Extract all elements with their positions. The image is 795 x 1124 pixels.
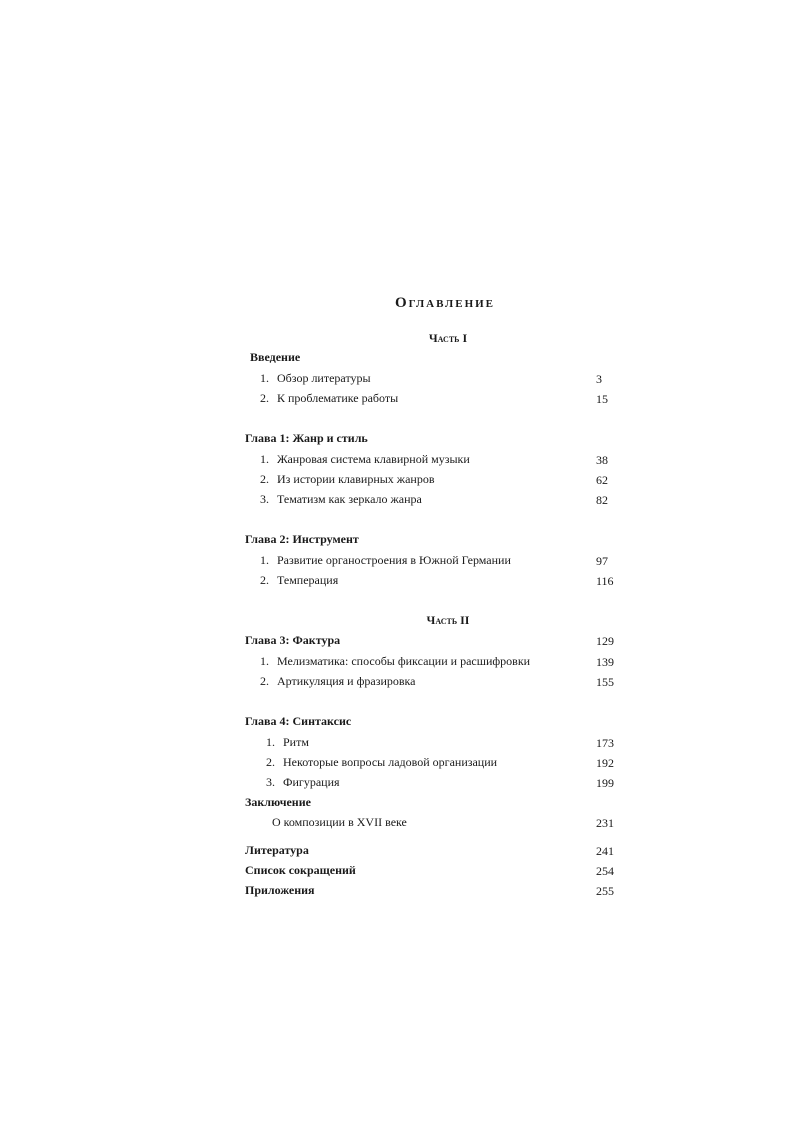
literature-page: 241 [596, 844, 614, 858]
entry-page: 139 [596, 655, 614, 669]
entry-page: 3 [596, 372, 602, 386]
part-1-heading: Часть I [428, 331, 468, 345]
entry-number: 3. [266, 775, 275, 789]
abbreviations-page: 254 [596, 864, 614, 878]
entry-label: Развитие органостроения в Южной Германии [277, 553, 511, 567]
entry-number: 2. [260, 674, 269, 688]
appendices-heading: Приложения [245, 883, 315, 897]
toc-entry [260, 652, 530, 670]
toc-entry [260, 551, 511, 569]
entry-number: 2. [260, 391, 269, 405]
chapter-2-heading: Глава 2: Инструмент [245, 532, 359, 546]
entry-page: 155 [596, 675, 614, 689]
entry-number: 1. [266, 735, 275, 749]
toc-entry [266, 753, 497, 771]
toc-entry [260, 571, 338, 589]
entry-label: Ритм [283, 735, 309, 749]
entry-label: К проблематике работы [277, 391, 399, 405]
entry-page: 15 [596, 392, 608, 406]
entry-page: 199 [596, 776, 614, 790]
toc-title: Оглавление [394, 295, 496, 311]
toc-entry [266, 773, 340, 791]
entry-label: Артикуляция и фразировка [277, 674, 416, 688]
entry-label: Мелизматика: способы фиксации и расшифровки [277, 654, 531, 668]
entry-page: 97 [596, 554, 608, 568]
chapter-4-heading: Глава 4: Синтаксис [245, 714, 352, 728]
toc-entry [260, 369, 371, 387]
chapter-1-heading: Глава 1: Жанр и стиль [245, 431, 368, 445]
entry-page: 192 [596, 756, 614, 770]
part-2-heading: Часть II [426, 613, 470, 627]
intro-heading: Введение [250, 350, 301, 364]
entry-label: Из истории клавирных жанров [277, 472, 435, 486]
entry-label: Темперация [277, 573, 339, 587]
entry-number: 1. [260, 371, 269, 385]
entry-label: Тематизм как зеркало жанра [277, 492, 422, 506]
chapter-3-heading: Глава 3: Фактура [245, 633, 341, 647]
entry-page: 62 [596, 473, 608, 487]
entry-page: 38 [596, 453, 608, 467]
appendices-page: 255 [596, 884, 614, 898]
entry-number: 1. [260, 452, 269, 466]
entry-number: 3. [260, 492, 269, 506]
entry-number: 2. [260, 472, 269, 486]
entry-label: Фигурация [283, 775, 340, 789]
entry-label: Жанровая система клавирной музыки [277, 452, 470, 466]
toc-entry [266, 733, 309, 751]
conclusion-entry: О композиции в XVII веке [272, 815, 407, 829]
toc-entry [260, 450, 470, 468]
chapter-3-page: 129 [596, 634, 614, 648]
entry-number: 2. [266, 755, 275, 769]
entry-number: 1. [260, 553, 269, 567]
entry-label: Некоторые вопросы ладовой организации [283, 755, 498, 769]
literature-heading: Литература [245, 843, 309, 857]
entry-number: 1. [260, 654, 269, 668]
entry-page: 231 [596, 816, 614, 830]
entry-number: 2. [260, 573, 269, 587]
toc-entry [260, 672, 416, 690]
toc-entry [260, 490, 422, 508]
entry-page: 116 [596, 574, 614, 588]
entry-page: 173 [596, 736, 614, 750]
entry-label: Обзор литературы [277, 371, 371, 385]
abbreviations-heading: Список сокращений [245, 863, 356, 877]
conclusion-heading: Заключение [245, 795, 311, 809]
toc-entry [260, 389, 398, 407]
toc-entry [260, 470, 435, 488]
entry-page: 82 [596, 493, 608, 507]
